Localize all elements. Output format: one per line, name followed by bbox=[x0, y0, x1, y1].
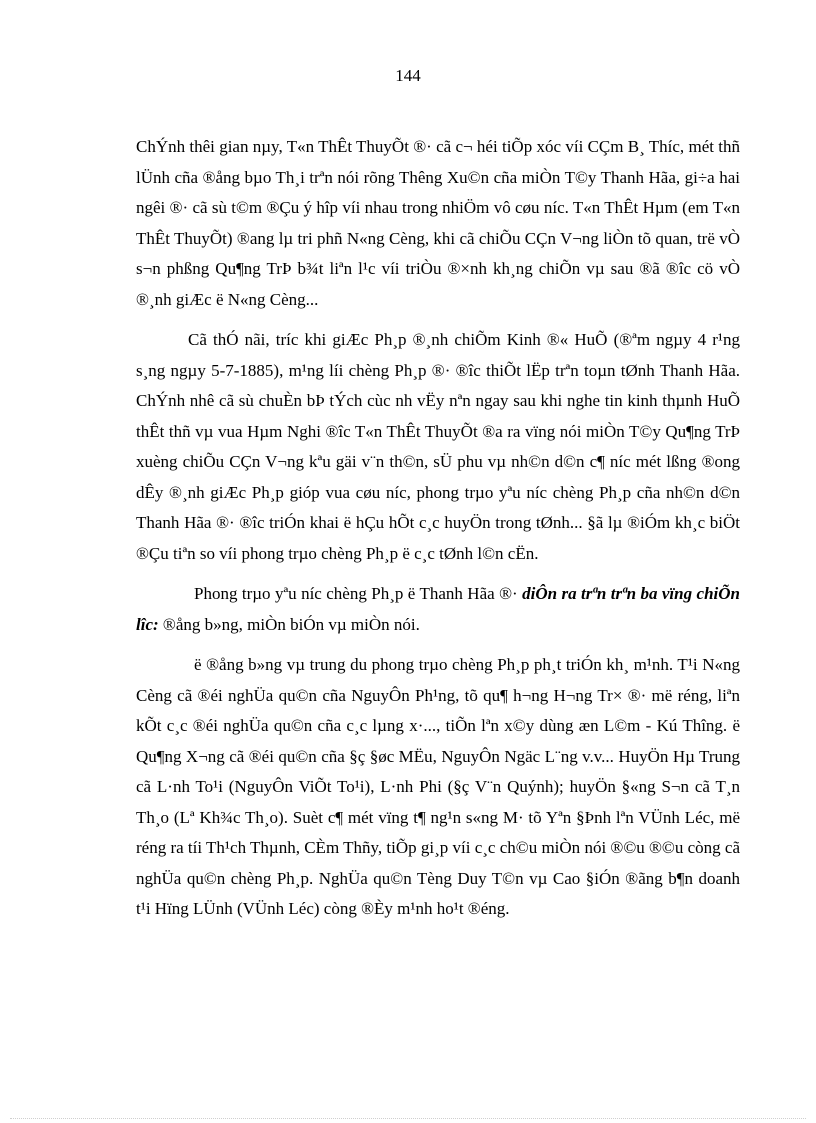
paragraph-3-tail: ®ång b»ng, miÒn biÓn vµ miÒn nói. bbox=[158, 614, 420, 634]
paragraph-3-emphasis: diÔn ra trªn trªn ba vïng chiÕn lîc: bbox=[136, 584, 740, 634]
page-number: 144 bbox=[395, 66, 421, 85]
document-body bbox=[136, 132, 740, 935]
bottom-dotted-rule bbox=[10, 1118, 806, 1119]
paragraph-3-lead: Phong trµo yªu níc chèng Ph¸p ë Thanh Hãa ®· bbox=[194, 584, 523, 603]
paragraph-3 bbox=[136, 579, 740, 640]
paragraph-2: Cã thÓ nãi, tríc khi giÆc Ph¸p ®¸nh chiÕm Kinh ®« HuÕ (®ªm ngµy 4 r¹ng s¸ng ngµy 5-7-1885), m¹ng líi chèng Ph¸p ®· ®îc thiÕt lËp trªn toµn tØnh Thanh Hãa. ChÝnh nhê cã sù chuÈn bÞ tÝch cùc nh vËy nªn ngay sau khi nghe tin kinh thµnh HuÕ thÊt thñ vµ vua Hµm Nghi ®îc T«n ThÊt ThuyÕt ®a ra vïng nói miÒn T©y Qu¶ng TrÞ xuèng chiÕu CÇn V¬ng kªu gäi v¨n th©n, sÜ phu vµ nh©n d©n c¶ níc mét lßng ®ong dÊy ®¸nh giÆc Ph¸p gióp vua cøu níc, phong trµo yªu níc chèng Ph¸p cña nh©n d©n Thanh Hãa ®· ®îc triÓn khai ë hÇu hÕt c¸c huyÖn trong tØnh... §ã lµ ®iÓm kh¸c biÖt ®Çu tiªn so víi phong trµo chèng Ph¸p ë c¸c tØnh l©n cËn. bbox=[136, 330, 740, 563]
paragraph-1: ChÝnh thêi gian nµy, T«n ThÊt ThuyÕt ®· cã c¬ héi tiÕp xóc víi CÇm B¸ Thíc, mét thñ lÜnh cña ®ång bµo Th¸i trªn nói rõng Thêng Xu©n cña miÒn T©y Thanh Hãa, gi÷a hai ngêi ®· cã sù t©m ®Çu ý hîp víi nhau trong nhiÖm vô cøu níc. T«n ThÊt Hµm (em T«n ThÊt ThuyÕt) ®ang lµ tri phñ N«ng Cèng, khi cã chiÕu CÇn V¬ng liÒn tõ quan, trë vÒ s¬n phßng Qu¶ng TrÞ b¾t liªn l¹c víi triÒu ®×nh kh¸ng chiÕn vµ sau ®ã ®îc cö vÒ ®¸nh giÆc ë N«ng Cèng... bbox=[136, 137, 740, 309]
paragraph-4: ë ®ång b»ng vµ trung du phong trµo chèng Ph¸p ph¸t triÓn kh¸ m¹nh. T¹i N«ng Cèng cã ®éi nghÜa qu©n cña NguyÔn Ph¹ng, tõ qu¶ h¬ng H¬ng Tr× ®· më réng, liªn kÕt c¸c ®éi nghÜa qu©n cña c¸c lµng x·..., tiÕn lªn x©y dùng æn L©m - Kú Thîng. ë Qu¶ng X¬ng cã ®éi qu©n cña §ç §øc MËu, NguyÔn Ngäc L¨ng v.v... HuyÖn Hµ Trung cã L·nh To¹i (NguyÔn ViÕt To¹i), L·nh Phi (§ç V¨n Quýnh); huyÖn §«ng S¬n cã T¸n Th¸o (Lª Kh¾c Th¸o). Suèt c¶ mét vïng t¶ ng¹n s«ng M· tõ Yªn §Þnh lªn VÜnh Léc, më réng ra tíi Th¹ch Thµnh, CÈm Thñy, tiÕp gi¸p víi c¸c ch©u miÒn nói ®©u ®©u còng cã nghÜa qu©n chèng Ph¸p. NghÜa qu©n Tèng Duy T©n vµ Cao §iÓn ®ãng b¶n doanh t¹i Hïng LÜnh (VÜnh Léc) còng ®Èy m¹nh ho¹t ®éng. bbox=[136, 655, 740, 918]
